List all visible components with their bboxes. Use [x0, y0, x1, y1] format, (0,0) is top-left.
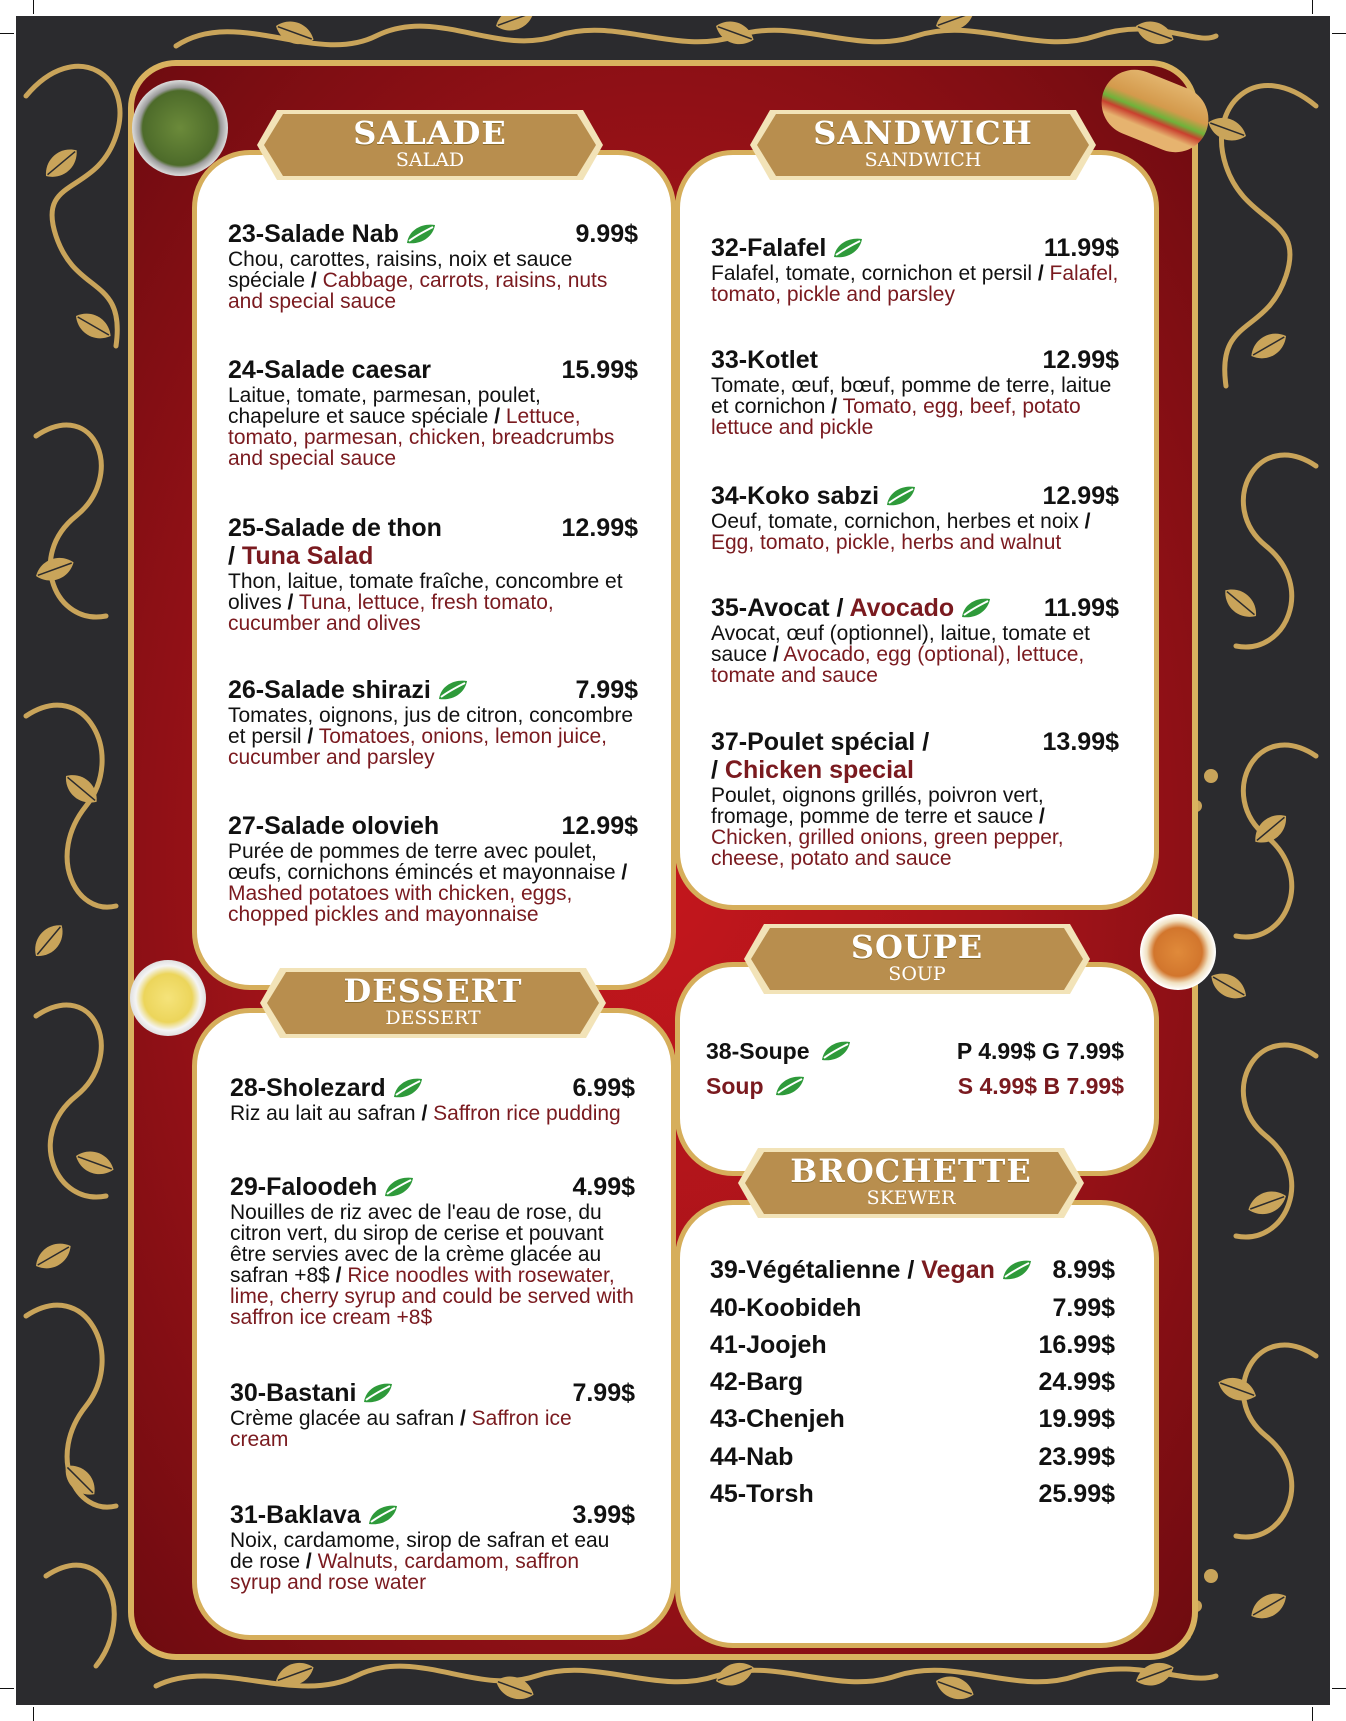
- item-name: 23-Salade Nab: [228, 220, 399, 248]
- item-name: 31-Baklava: [230, 1501, 361, 1529]
- skewer-row-42: [710, 1367, 1115, 1397]
- item-header: [711, 594, 1119, 622]
- section-subtitle: DESSERT: [385, 1007, 481, 1029]
- slash: /: [287, 591, 294, 614]
- item-description: [228, 705, 638, 768]
- item-description: [230, 1103, 635, 1124]
- desc-en: Walnuts, cardamom, saffron syrup and rose water: [230, 1550, 580, 1594]
- desc-fr: Poulet, oignons grillés, poivron vert, fromage, pomme de terre et sauce: [711, 784, 1044, 828]
- desc-en: Tuna, lettuce, fresh tomato, cucumber and olives: [228, 591, 554, 635]
- desc-en: Egg, tomato, pickle, herbs and walnut: [711, 531, 1062, 554]
- menu-item-23: [228, 220, 638, 312]
- menu-item-26: [228, 676, 638, 768]
- item-price: 7.99$: [575, 676, 638, 704]
- item-description: [230, 1408, 635, 1450]
- menu-item-30: [230, 1379, 635, 1450]
- desc-en: Chicken, grilled onions, green pepper, cheese, potato and sauce: [711, 826, 1064, 870]
- item-name: 42-Barg: [710, 1368, 804, 1396]
- desc-en: Falafel, tomato, pickle and parsley: [711, 262, 1119, 306]
- item-description: [228, 249, 638, 312]
- item-header: [228, 356, 638, 384]
- leaf-icon: [362, 1382, 394, 1404]
- item-price: 8.99$: [1052, 1256, 1115, 1284]
- soup-name-fr: 38-Soupe: [706, 1038, 810, 1064]
- section-title: SANDWICH: [813, 114, 1033, 152]
- item-description: [230, 1530, 635, 1593]
- desc-fr: Laitue, tomate, parmesan, poulet, chapelure et sauce spéciale: [228, 384, 541, 428]
- desc-fr: Chou, carottes, raisins, noix et sauce spéciale: [228, 248, 573, 292]
- skewer-row-41: [710, 1330, 1115, 1360]
- item-header: [230, 1379, 635, 1407]
- dessert-banner: [258, 960, 608, 1046]
- item-description: [228, 571, 638, 634]
- item-description: [711, 375, 1119, 438]
- item-name-en-line: [228, 542, 638, 570]
- menu-item-29: [230, 1173, 635, 1328]
- slash: /: [772, 643, 779, 666]
- item-header: [228, 812, 638, 840]
- item-name-en-line: [711, 756, 1119, 784]
- menu-item-34: [711, 482, 1119, 553]
- item-name: 33-Kotlet: [711, 346, 818, 374]
- crop-mark: [0, 1688, 14, 1689]
- item-name: 35-Avocat: [711, 594, 830, 622]
- leaf-icon: [437, 679, 469, 701]
- desc-fr: Falafel, tomate, cornichon et persil: [711, 262, 1032, 285]
- brochette-banner: [736, 1140, 1086, 1226]
- item-name: 29-Faloodeh: [230, 1173, 378, 1201]
- leaf-icon: [774, 1075, 806, 1097]
- item-name: 25-Salade de thon: [228, 514, 442, 542]
- crop-mark: [33, 1707, 34, 1721]
- crop-mark: [0, 33, 14, 34]
- slash: /: [421, 1102, 428, 1125]
- slash: /: [459, 1407, 466, 1430]
- desc-fr: Nouilles de riz avec de l'eau de rose, du citron vert, du sirop de cerise et pouvant être servies avec de la crème glacée au safran +8$: [230, 1201, 604, 1287]
- soup-row-en: [706, 1071, 1124, 1101]
- slash: /: [310, 269, 317, 292]
- item-price: 3.99$: [572, 1501, 635, 1529]
- soup-row-fr: [706, 1036, 1124, 1066]
- desc-fr: Avocat, œuf (optionnel), laitue, tomate et sauce: [711, 622, 1090, 666]
- desc-en: Saffron ice cream: [230, 1407, 572, 1451]
- crop-mark: [1332, 1688, 1346, 1689]
- item-header: [230, 1074, 635, 1102]
- desc-en: Tomatoes, onions, lemon juice, cucumber and parsley: [228, 725, 608, 769]
- dessert-plate-image: [130, 960, 206, 1036]
- slash: /: [621, 861, 628, 884]
- slash: /: [836, 594, 844, 622]
- crop-mark: [33, 0, 34, 14]
- item-name: 30-Bastani: [230, 1379, 357, 1407]
- item-name: 43-Chenjeh: [710, 1405, 845, 1433]
- item-price: 13.99$: [1042, 728, 1119, 756]
- slash: /: [1037, 262, 1044, 285]
- item-price: 6.99$: [572, 1074, 635, 1102]
- item-header: [711, 234, 1119, 262]
- desc-fr: Crème glacée au safran: [230, 1407, 455, 1430]
- crop-mark: [1312, 0, 1313, 14]
- salade-banner: [255, 102, 605, 188]
- leaf-icon: [383, 1176, 415, 1198]
- desc-fr: Tomate, œuf, bœuf, pomme de terre, laitue et cornichon: [711, 374, 1112, 418]
- item-name: 34-Koko sabzi: [711, 482, 880, 510]
- menu-item-27: [228, 812, 638, 925]
- item-price: 9.99$: [575, 220, 638, 248]
- skewer-row-39: [710, 1255, 1115, 1285]
- desc-en: Cabbage, carrots, raisins, nuts and special sauce: [228, 269, 608, 313]
- item-price: 11.99$: [1043, 234, 1119, 262]
- slash: /: [307, 725, 314, 748]
- slash: /: [228, 542, 235, 570]
- menu-item-31: [230, 1501, 635, 1593]
- item-description: [711, 785, 1119, 869]
- desc-en: Lettuce, tomato, parmesan, chicken, breadcrumbs and special sauce: [228, 405, 615, 470]
- menu-item-37: [711, 728, 1119, 869]
- item-price: 11.99$: [1043, 594, 1119, 622]
- item-price: 15.99$: [561, 356, 638, 384]
- section-title: DESSERT: [343, 972, 523, 1010]
- item-name: 40-Koobideh: [710, 1294, 862, 1322]
- skewer-row-45: [710, 1479, 1115, 1509]
- item-name: 39-Végétalienne: [710, 1256, 901, 1284]
- desc-fr: Riz au lait au safran: [230, 1102, 416, 1125]
- menu-item-28: [230, 1074, 635, 1124]
- item-description: [711, 263, 1119, 305]
- item-header: [711, 482, 1119, 510]
- section-subtitle: SKEWER: [866, 1187, 956, 1209]
- leaf-icon: [960, 597, 992, 619]
- desc-en: Mashed potatoes with chicken, eggs, chopped pickles and mayonnaise: [228, 882, 573, 926]
- leaf-icon: [392, 1077, 424, 1099]
- slash: /: [831, 395, 838, 418]
- soup-price-en: S 4.99$ B 7.99$: [957, 1073, 1124, 1099]
- item-name: 28-Sholezard: [230, 1074, 386, 1102]
- item-name: 26-Salade shirazi: [228, 676, 431, 704]
- sandwich-banner: [748, 102, 1098, 188]
- desc-en: Saffron rice pudding: [433, 1102, 621, 1125]
- item-name: 27-Salade olovieh: [228, 812, 440, 840]
- item-name: 44-Nab: [710, 1443, 794, 1471]
- section-title: SALADE: [353, 114, 507, 152]
- leaf-icon: [885, 485, 917, 507]
- crop-mark: [1332, 33, 1346, 34]
- leaf-icon: [367, 1504, 399, 1526]
- menu-item-32: [711, 234, 1119, 305]
- item-name-en: Avocado: [849, 594, 955, 622]
- item-price: 7.99$: [572, 1379, 635, 1407]
- desc-fr: Tomates, oignons, jus de citron, concombre et persil: [228, 704, 634, 748]
- item-name: 24-Salade caesar: [228, 356, 431, 384]
- slash: /: [1084, 510, 1091, 533]
- slash: /: [335, 1264, 342, 1287]
- item-price: 23.99$: [1038, 1443, 1115, 1471]
- desc-fr: Thon, laitue, tomate fraîche, concombre et olives: [228, 570, 623, 614]
- item-header: [711, 728, 1119, 756]
- menu-item-25: [228, 514, 638, 634]
- slash: /: [494, 405, 501, 428]
- menu-item-24: [228, 356, 638, 469]
- desc-fr: Purée de pommes de terre avec poulet, œufs, cornichons émincés et mayonnaise: [228, 840, 616, 884]
- item-price: 12.99$: [561, 812, 638, 840]
- slash: /: [305, 1550, 312, 1573]
- item-name: 45-Torsh: [710, 1480, 814, 1508]
- leaf-icon: [832, 237, 864, 259]
- section-subtitle: SOUP: [888, 963, 946, 985]
- item-price: 4.99$: [572, 1173, 635, 1201]
- soupe-banner: [742, 916, 1092, 1002]
- section-title: SOUPE: [850, 928, 984, 966]
- item-description: [711, 623, 1119, 686]
- item-header: [228, 676, 638, 704]
- item-price: 12.99$: [1042, 482, 1119, 510]
- item-header: [711, 346, 1119, 374]
- item-price: 24.99$: [1038, 1368, 1115, 1396]
- skewer-row-43: [710, 1404, 1115, 1434]
- crop-mark: [1312, 1707, 1313, 1721]
- item-name-en: Vegan: [921, 1256, 995, 1284]
- item-header: [230, 1173, 635, 1201]
- desc-en: Rice noodles with rosewater, lime, cherry syrup and could be served with saffron ice cream +8$: [230, 1264, 634, 1329]
- salad-plate-image: [132, 80, 228, 176]
- soup-price-fr: P 4.99$ G 7.99$: [956, 1038, 1124, 1064]
- item-price: 16.99$: [1038, 1331, 1115, 1359]
- section-title: BROCHETTE: [790, 1152, 1032, 1190]
- item-name-en: Chicken special: [724, 756, 914, 784]
- item-header: [228, 514, 638, 542]
- desc-en: Avocado, egg (optional), lettuce, tomate and sauce: [711, 643, 1085, 687]
- desc-en: Tomato, egg, beef, potato lettuce and pickle: [711, 395, 1081, 439]
- slash: /: [711, 756, 718, 784]
- leaf-icon: [820, 1040, 852, 1062]
- menu-item-33: [711, 346, 1119, 438]
- item-description: [228, 385, 638, 469]
- soup-name-en: Soup: [706, 1073, 764, 1099]
- item-name-en: Tuna Salad: [241, 542, 374, 570]
- skewer-row-44: [710, 1442, 1115, 1472]
- item-price: 25.99$: [1038, 1480, 1115, 1508]
- skewer-row-40: [710, 1293, 1115, 1323]
- item-name: 41-Joojeh: [710, 1331, 827, 1359]
- item-name: 37-Poulet spécial /: [711, 728, 930, 756]
- desc-fr: Noix, cardamome, sirop de safran et eau de rose: [230, 1529, 610, 1573]
- item-name: 32-Falafel: [711, 234, 827, 262]
- item-description: [711, 511, 1119, 553]
- slash: /: [907, 1256, 915, 1284]
- item-description: [230, 1202, 635, 1328]
- section-subtitle: SALAD: [395, 149, 465, 171]
- item-header: [228, 220, 638, 248]
- item-price: 12.99$: [1042, 346, 1119, 374]
- item-description: [228, 841, 638, 925]
- leaf-icon: [405, 223, 437, 245]
- item-header: [230, 1501, 635, 1529]
- menu-item-35: [711, 594, 1119, 686]
- section-subtitle: SANDWICH: [864, 149, 982, 171]
- slash: /: [1039, 805, 1045, 828]
- item-price: 12.99$: [561, 514, 638, 542]
- item-price: 7.99$: [1052, 1294, 1115, 1322]
- desc-fr: Oeuf, tomate, cornichon, herbes et noix: [711, 510, 1079, 533]
- item-price: 19.99$: [1038, 1405, 1115, 1433]
- leaf-icon: [1001, 1259, 1033, 1281]
- soup-bowl-image: [1140, 914, 1216, 990]
